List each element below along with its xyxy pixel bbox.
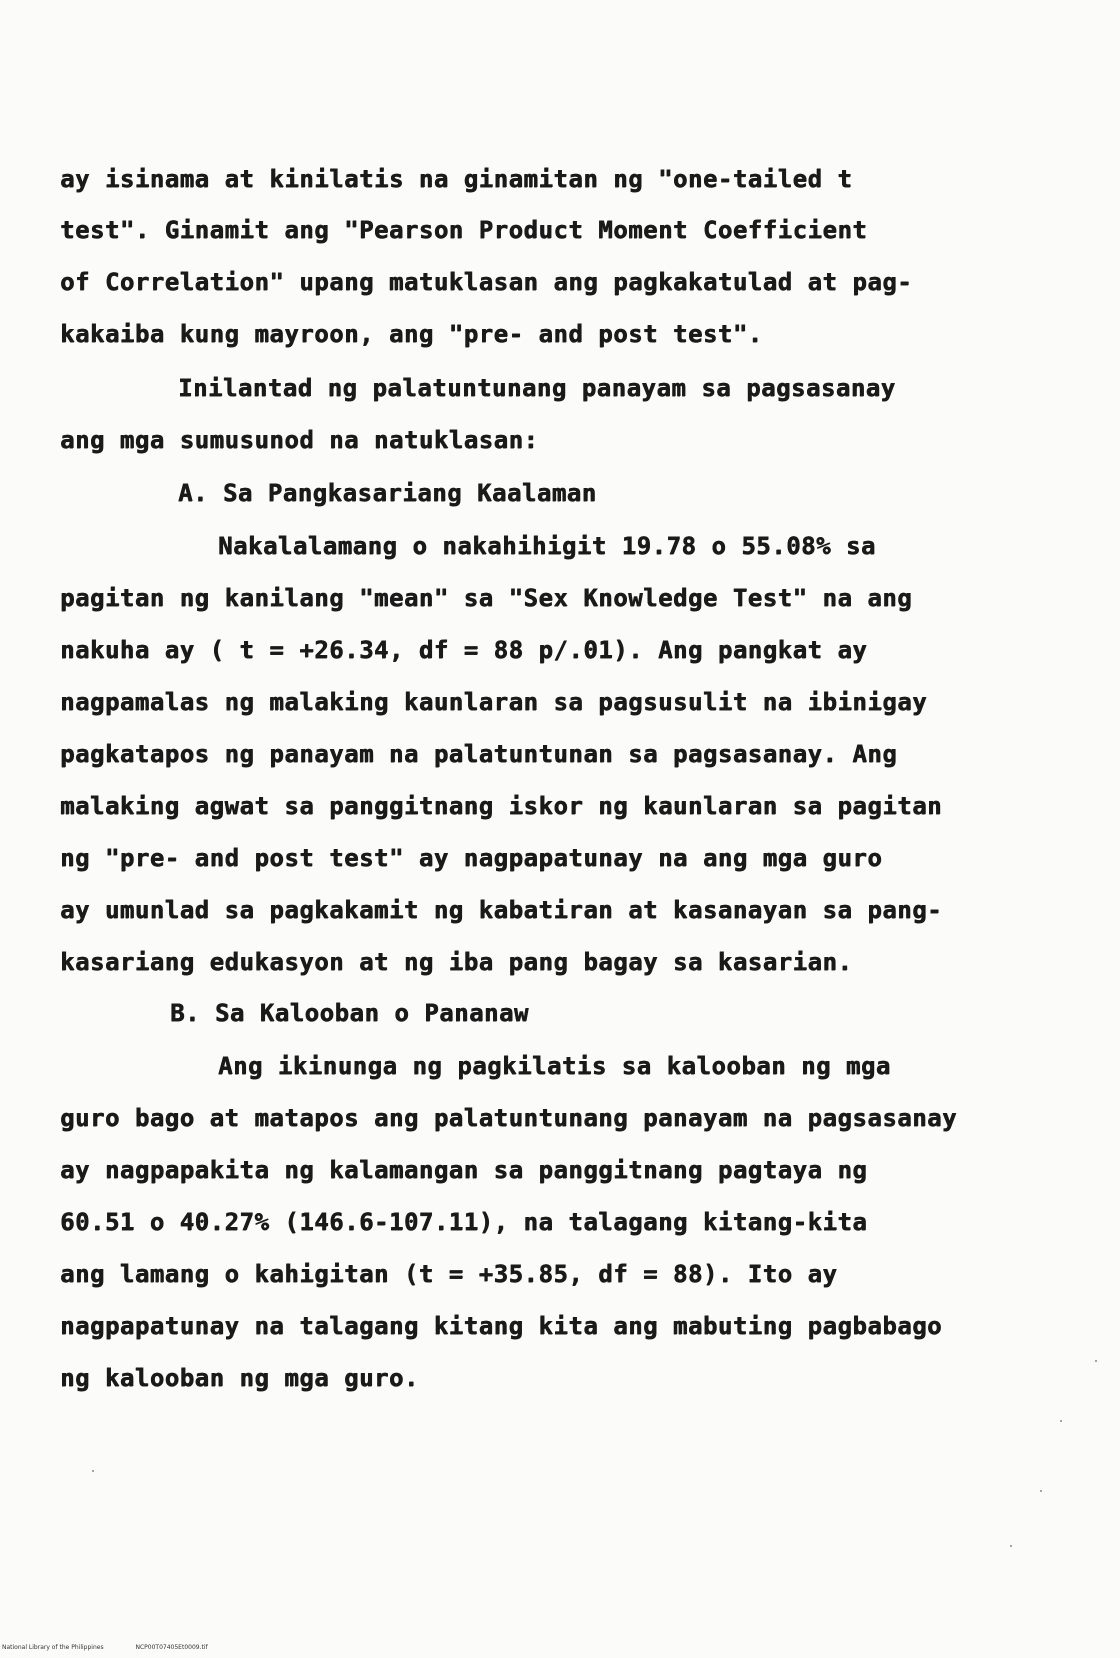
text-line: guro bago at matapos ang palatuntunang panayam na pagsasanay [60, 1104, 957, 1132]
text-line: Nakalalamang o nakahihigit 19.78 o 55.08% sa [218, 532, 876, 560]
section-heading-b: B. Sa Kalooban o Pananaw [170, 999, 529, 1027]
text-line: 60.51 o 40.27% (146.6-107.11), na talagang kitang-kita [60, 1208, 868, 1236]
scan-speck [1040, 1490, 1042, 1492]
scan-speck [1095, 1360, 1097, 1362]
text-line: pagkatapos ng panayam na palatuntunan sa pagsasanay. Ang [60, 740, 898, 768]
text-line: of Correlation" upang matuklasan ang pagkakatulad at pag- [60, 268, 913, 296]
footer-file-id: NCP00T07405Et0009.tif [135, 1644, 208, 1651]
footer-library: National Library of the Philippines [2, 1644, 104, 1651]
text-line: ay nagpapakita ng kalamangan sa panggitnang pagtaya ng [60, 1156, 868, 1184]
scan-speck [1010, 1545, 1012, 1547]
text-line: Inilantad ng palatuntunang panayam sa pagsasanay [178, 374, 896, 402]
text-line: nagpamalas ng malaking kaunlaran sa pagsusulit na ibinigay [60, 688, 928, 716]
text-line: ng kalooban ng mga guro. [60, 1364, 419, 1392]
text-line: ay umunlad sa pagkakamit ng kabatiran at kasanayan sa pang- [60, 896, 943, 924]
scan-speck [1060, 1420, 1062, 1422]
text-line: kakaiba kung mayroon, ang "pre- and post test". [60, 320, 763, 348]
text-line: kasariang edukasyon at ng iba pang bagay sa kasarian. [60, 948, 853, 976]
section-heading-a: A. Sa Pangkasariang Kaalaman [178, 479, 597, 507]
text-line: pagitan ng kanilang "mean" sa "Sex Knowledge Test" na ang [60, 584, 913, 612]
text-line: ang lamang o kahigitan (t = +35.85, df = 88). Ito ay [60, 1260, 838, 1288]
text-line: malaking agwat sa panggitnang iskor ng kaunlaran sa pagitan [60, 792, 943, 820]
text-line: ang mga sumusunod na natuklasan: [60, 426, 539, 454]
text-line: nagpapatunay na talagang kitang kita ang mabuting pagbabago [60, 1312, 943, 1340]
scan-footer [2, 1644, 238, 1651]
text-line: nakuha ay ( t = +26.34, df = 88 p/.01). Ang pangkat ay [60, 636, 868, 664]
scan-speck [92, 1470, 94, 1472]
text-line: ng "pre- and post test" ay nagpapatunay na ang mga guro [60, 844, 883, 872]
text-line: Ang ikinunga ng pagkilatis sa kalooban ng mga [218, 1052, 891, 1080]
text-line: test". Ginamit ang "Pearson Product Moment Coefficient [60, 216, 868, 244]
text-line: ay isinama at kinilatis na ginamitan ng "one-tailed t [60, 165, 853, 193]
